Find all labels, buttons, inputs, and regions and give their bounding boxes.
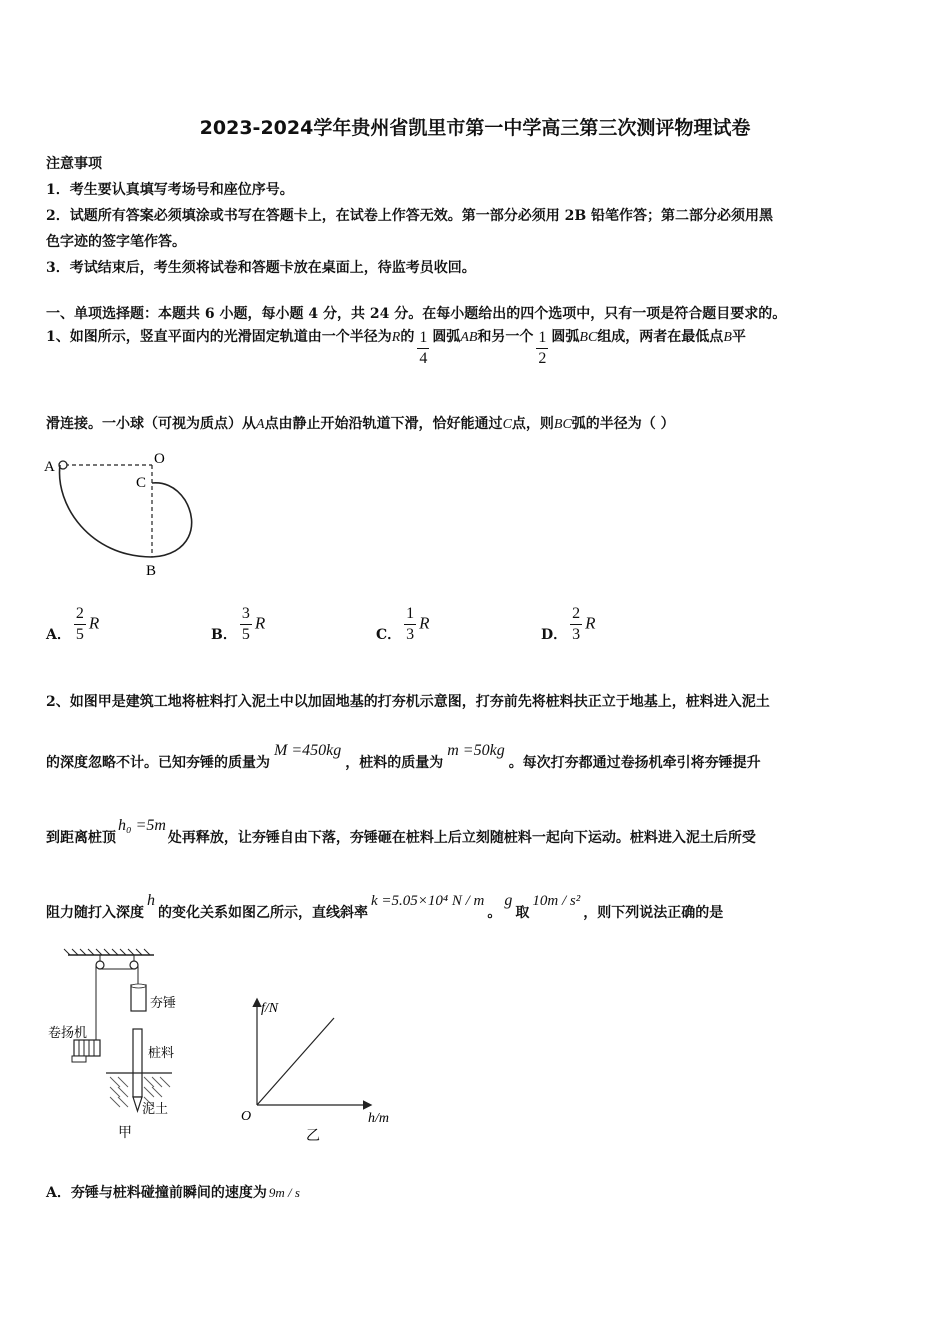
- notice-item-2-cont: 色字迹的签字笔作答。: [46, 234, 186, 250]
- fig-caption-yi: 乙: [306, 1129, 320, 1144]
- track-diagram: [40, 445, 210, 585]
- page-title: 2023-2024学年贵州省凯里市第一中学高三第三次测评物理试卷: [199, 117, 751, 139]
- fraction-quarter: $\frac{1}{4}$: [419, 329, 428, 367]
- q2-option-a[interactable]: A．夯锤与桩料碰撞前瞬间的速度为 9m / s: [46, 1185, 300, 1201]
- x-axis-label: h/m: [368, 1111, 389, 1126]
- label-C: C: [136, 475, 147, 491]
- origin-label: O: [241, 1109, 252, 1124]
- track-curve: [60, 465, 192, 557]
- force-line: [257, 1018, 334, 1105]
- q1-option-a[interactable]: A． $\frac{2}{5}$ R: [46, 605, 100, 643]
- mud-label: 泥土: [142, 1101, 169, 1116]
- q2-line-2: 的深度忽略不计。已知夯锤的质量为M =450kg，桩料的质量为m =50kg。每次打夯都通过卷扬机牵引将夯锤提升: [46, 742, 761, 771]
- winch-icon: [74, 1040, 100, 1056]
- section-heading: 一、单项选择题：本题共 6 小题，每小题 4 分，共 24 分。在每小题给出的四个选项中，只有一项是符合题目要求的。: [46, 306, 787, 322]
- q2-line-3: 到距离桩顶h₀ =5m处再释放，让夯锤自由下落，夯锤砸在桩料上后立刻随桩料一起向下运动。桩料进入泥土后所受: [46, 817, 756, 846]
- pulley-right-icon: [130, 961, 138, 969]
- notice-item-2: 2．试题所有答案必须填涂或书写在答题卡上，在试卷上作答无效。第一部分必须用 2B 铅笔作答；第二部分必须用黑: [46, 208, 774, 224]
- pile-label: 桩料: [148, 1045, 175, 1060]
- fig-caption-jia: 甲: [118, 1126, 132, 1141]
- winch-label: 卷扬机: [48, 1025, 88, 1040]
- notice-item-3: 3．考试结束后，考生须将试卷和答题卡放在桌面上，待监考员收回。: [46, 260, 476, 276]
- fraction-half: $\frac{1}{2}$: [538, 329, 547, 367]
- q1-line-2: 滑连接。一小球（可视为质点）从A点由静止开始沿轨道下滑，恰好能通过C点，则BC弧的半径为（ ）: [46, 416, 675, 432]
- q2-line-4: 阻力随打入深度h的变化关系如图乙所示，直线斜率k =5.05×10⁴ N / m。g取10m / s²，则下列说法正确的是: [46, 892, 724, 921]
- q1-option-d[interactable]: D． $\frac{2}{3}$ R: [541, 605, 596, 643]
- notice-item-1: 1．考生要认真填写考场号和座位序号。: [46, 182, 294, 198]
- hammer-label: 夯锤: [150, 995, 177, 1010]
- hammer-block: [131, 985, 146, 1011]
- q1-option-b[interactable]: B． $\frac{3}{5}$ R: [211, 605, 266, 643]
- force-depth-graph: [230, 990, 410, 1145]
- pile-driver-diagram: [44, 945, 194, 1145]
- pulley-left-icon: [96, 961, 104, 969]
- y-axis-label: f/N: [261, 1001, 279, 1016]
- q2-line-1: 2、如图甲是建筑工地将桩料打入泥土中以加固地基的打夯机示意图，打夯前先将桩料扶正立于地基上，桩料进入泥土: [46, 694, 770, 710]
- label-O: O: [154, 451, 165, 467]
- label-A: A: [44, 459, 55, 475]
- q1-option-c[interactable]: C． $\frac{1}{3}$ R: [376, 605, 430, 643]
- q1-line-1: 1、如图所示，竖直平面内的光滑固定轨道由一个半径为R的 $\frac{1}{4}$ 圆弧AB和另一个 $\frac{1}{2}$ 圆弧BC组成，两者在最低点B平: [46, 328, 746, 367]
- label-B: B: [146, 563, 157, 579]
- notice-heading: 注意事项: [46, 156, 102, 172]
- pile-rod: [133, 1029, 142, 1097]
